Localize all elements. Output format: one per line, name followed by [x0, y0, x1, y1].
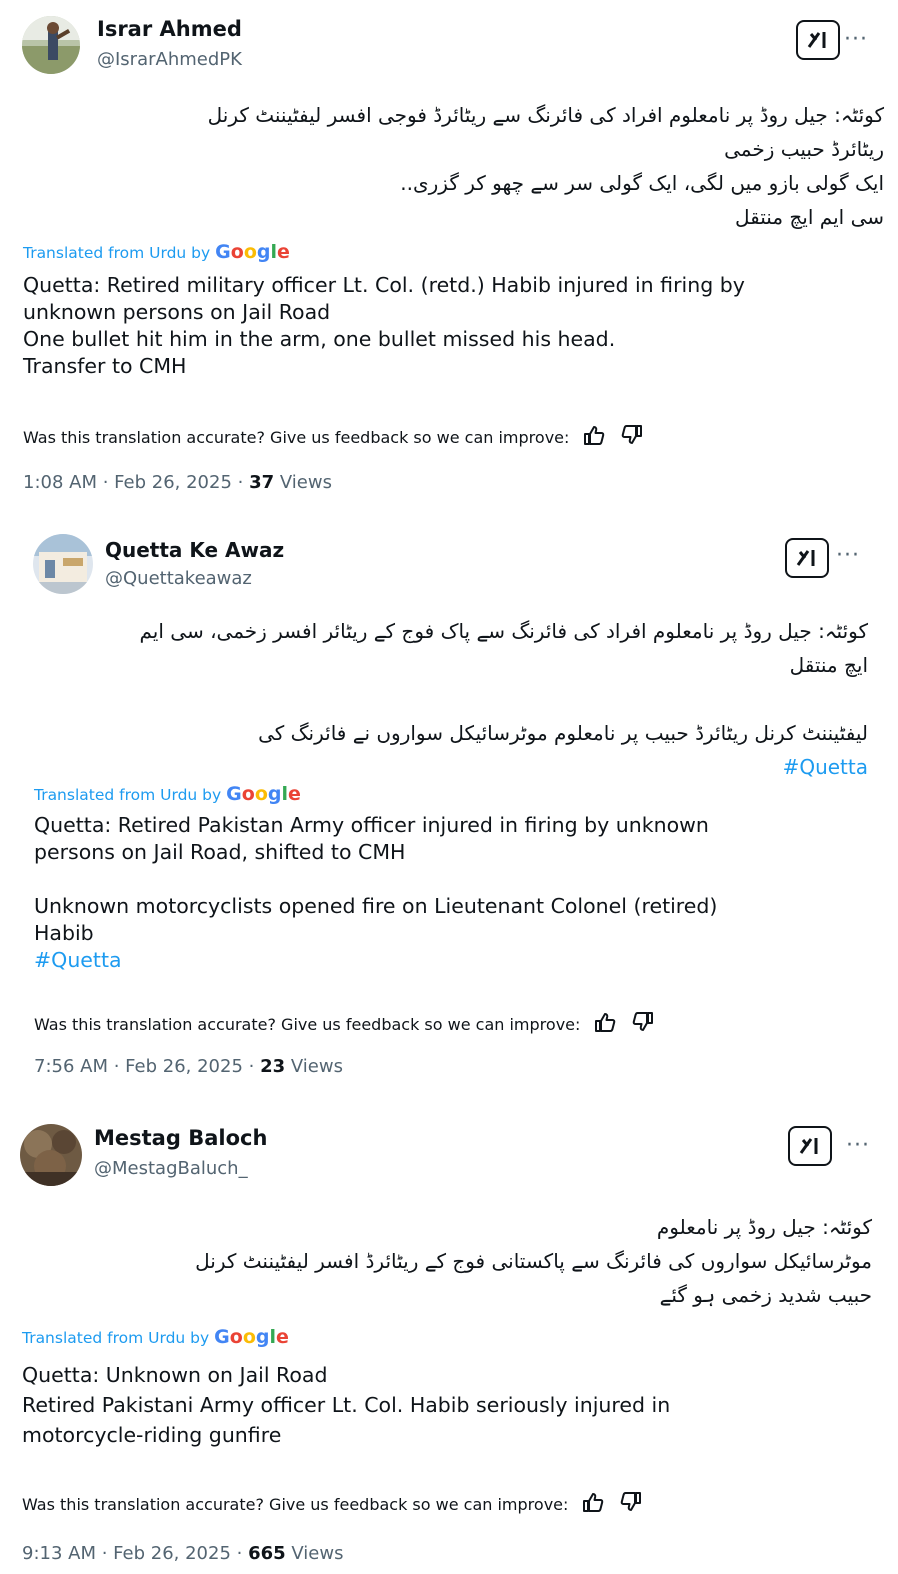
english-line: Transfer to CMH	[23, 354, 187, 378]
google-logo: Google	[226, 783, 301, 805]
display-name[interactable]: Israr Ahmed	[97, 17, 242, 41]
user-handle[interactable]: @Quettakeawaz	[105, 568, 252, 589]
tweet-timestamp[interactable]	[22, 1543, 343, 1564]
english-line: Unknown motorcyclists opened fire on Lieutenant Colonel (retired)	[34, 894, 718, 918]
google-logo: Google	[215, 241, 290, 263]
user-handle[interactable]: @MestagBaluch_	[94, 1158, 248, 1179]
views-count: 23	[260, 1056, 286, 1077]
grok-icon	[797, 1133, 823, 1159]
feedback-text: Was this translation accurate? Give us feedback so we can improve:	[23, 427, 570, 447]
user-handle[interactable]: @IsrarAhmedPK	[97, 49, 242, 70]
urdu-line: لیفٹیننٹ کرنل ریٹائرڈ حبیب پر نامعلوم موٹرسائیکل سواروں نے فائرنگ کی	[258, 721, 868, 745]
english-line: persons on Jail Road, shifted to CMH	[34, 840, 406, 864]
english-line: Habib	[34, 921, 94, 945]
urdu-line: حبیب شدید زخمی ہو گئے	[659, 1283, 872, 1307]
feedback-text: Was this translation accurate? Give us feedback so we can improve:	[34, 1014, 581, 1034]
urdu-line: موٹرسائیکل سواروں کی فائرنگ سے پاکستانی فوج کے ریٹائرڈ افسر لیفٹیننٹ کرنل	[195, 1249, 872, 1273]
urdu-line: ایچ منتقل	[789, 653, 868, 677]
english-line: motorcycle-riding gunfire	[22, 1423, 282, 1447]
urdu-line: کوئٹہ: جیل روڈ پر نامعلوم افراد کی فائرنگ سے ریٹائرڈ فوجی افسر لیفٹیننٹ کرنل	[207, 103, 884, 127]
views-label: Views	[274, 472, 332, 493]
translated-text: Translated from Urdu by	[22, 1329, 210, 1347]
english-line: Quetta: Retired Pakistan Army officer injured in firing by unknown	[34, 813, 709, 837]
more-icon[interactable]: ···	[836, 543, 860, 568]
hashtag-link[interactable]: #Quetta	[782, 755, 868, 779]
urdu-line: ریٹائرڈ حبیب زخمی	[724, 137, 884, 161]
views-count: 665	[248, 1543, 286, 1564]
tweet-text-urdu	[32, 1210, 872, 1312]
views-label: Views	[285, 1056, 343, 1077]
translated-text: Translated from Urdu by	[23, 244, 211, 262]
english-line: Quetta: Unknown on Jail Road	[22, 1363, 328, 1387]
english-line: unknown persons on Jail Road	[23, 300, 331, 324]
translated-from-label[interactable]	[22, 1326, 289, 1348]
urdu-line: ایک گولی بازو میں لگی، ایک گولی سر سے چھو کر گزری..	[400, 171, 884, 195]
urdu-line: کوئٹہ: جیل روڈ پر نامعلوم افراد کی فائرنگ سے پاک فوج کے ریٹائر افسر زخمی، سی ایم	[139, 619, 868, 643]
display-name[interactable]: Mestag Baloch	[94, 1126, 268, 1150]
timestamp-text: 9:13 AM · Feb 26, 2025 ·	[22, 1543, 249, 1564]
avatar[interactable]	[20, 1124, 82, 1186]
google-logo: Google	[214, 1326, 289, 1348]
hashtag-link[interactable]: #Quetta	[34, 948, 122, 972]
timestamp-text: 7:56 AM · Feb 26, 2025 ·	[34, 1056, 261, 1077]
urdu-line: سی ایم ایچ منتقل	[734, 205, 884, 229]
english-line: Retired Pakistani Army officer Lt. Col. Habib seriously injured in	[22, 1393, 671, 1417]
urdu-line: کوئٹہ: جیل روڈ پر نامعلوم	[656, 1215, 872, 1239]
feedback-text: Was this translation accurate? Give us feedback so we can improve:	[22, 1494, 569, 1514]
more-icon[interactable]: ···	[846, 1133, 870, 1158]
views-count: 37	[249, 472, 275, 493]
display-name[interactable]: Quetta Ke Awaz	[105, 538, 285, 562]
translated-text: Translated from Urdu by	[34, 786, 222, 804]
thumbs-down-icon[interactable]	[620, 1491, 642, 1517]
more-icon[interactable]: ···	[844, 27, 868, 52]
english-line: Quetta: Retired military officer Lt. Col. (retd.) Habib injured in firing by	[23, 273, 745, 297]
english-line: One bullet hit him in the arm, one bullet missed his head.	[23, 327, 616, 351]
translation-feedback	[22, 1491, 642, 1517]
views-label: Views	[285, 1543, 344, 1564]
grok-button[interactable]	[788, 1126, 832, 1166]
thumbs-up-icon[interactable]	[582, 1491, 604, 1517]
tweet-text-english	[22, 1360, 862, 1450]
timestamp-text: 1:08 AM · Feb 26, 2025 ·	[23, 472, 250, 493]
